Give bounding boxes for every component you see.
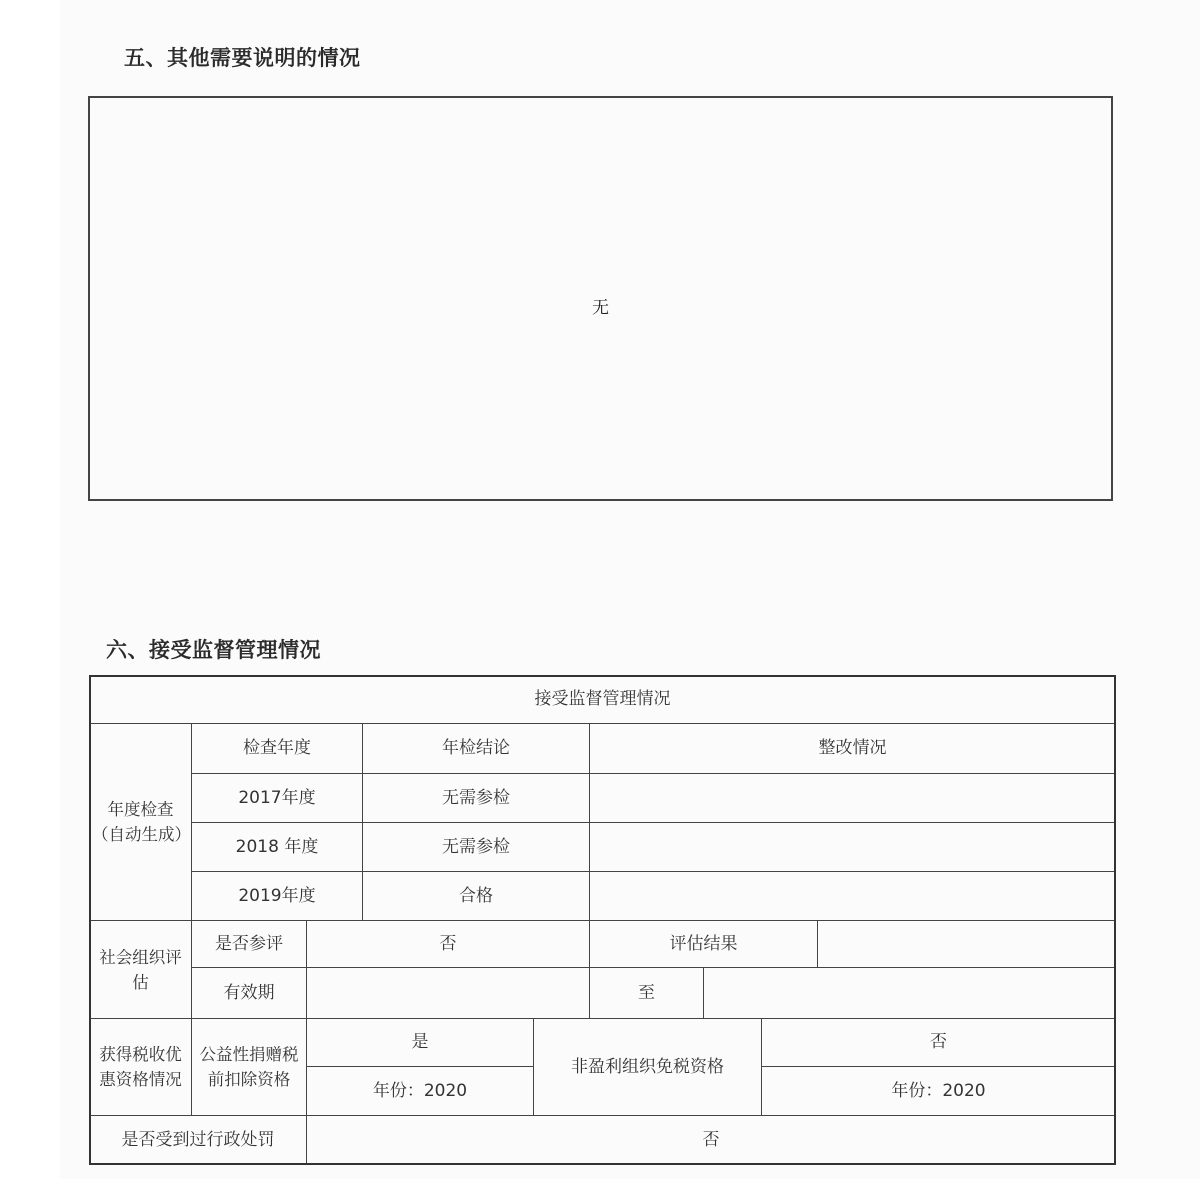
- evaluation-result-label: 评估结果: [589, 920, 818, 968]
- row-rectification: [589, 773, 1116, 823]
- validity-from: [306, 967, 590, 1019]
- evaluation-result-value: [817, 920, 1116, 968]
- row-rectification: [589, 871, 1116, 921]
- penalty-label: 是否受到过行政处罚: [89, 1115, 307, 1165]
- row-conclusion: 合格: [362, 871, 590, 921]
- donation-deduction-year: 年份：2020: [306, 1066, 534, 1116]
- validity-label: 有效期: [191, 967, 307, 1019]
- row-year: 2018 年度: [191, 822, 363, 872]
- row-rectification: [589, 822, 1116, 872]
- donation-deduction-value: 是: [306, 1018, 534, 1067]
- table-title: 接受监督管理情况: [89, 675, 1116, 724]
- nonprofit-exemption-label: 非盈利组织免税资格: [533, 1018, 762, 1116]
- nonprofit-exemption-year: 年份：2020: [761, 1066, 1116, 1116]
- section-5-heading: 五、其他需要说明的情况: [124, 46, 361, 70]
- header-year: 检查年度: [191, 723, 363, 774]
- validity-to-label: 至: [589, 967, 704, 1019]
- nonprofit-exemption-value: 否: [761, 1018, 1116, 1067]
- row-year: 2019年度: [191, 871, 363, 921]
- org-evaluation-label: 社会组织评估: [89, 920, 192, 1019]
- participated-label: 是否参评: [191, 920, 307, 968]
- row-conclusion: 无需参检: [362, 822, 590, 872]
- donation-deduction-label: 公益性捐赠税前扣除资格: [191, 1018, 307, 1116]
- row-year: 2017年度: [191, 773, 363, 823]
- row-conclusion: 无需参检: [362, 773, 590, 823]
- annual-inspection-label: 年度检查（自动生成）: [89, 723, 192, 921]
- section-6-heading: 六、接受监督管理情况: [106, 638, 321, 662]
- penalty-value: 否: [306, 1115, 1116, 1165]
- participated-value: 否: [306, 920, 590, 968]
- validity-to: [703, 967, 1116, 1019]
- other-notes-box: [88, 96, 1113, 501]
- other-notes-content: 无: [592, 298, 609, 318]
- tax-preference-label: 获得税收优惠资格情况: [89, 1018, 192, 1116]
- header-conclusion: 年检结论: [362, 723, 590, 774]
- header-rectification: 整改情况: [589, 723, 1116, 774]
